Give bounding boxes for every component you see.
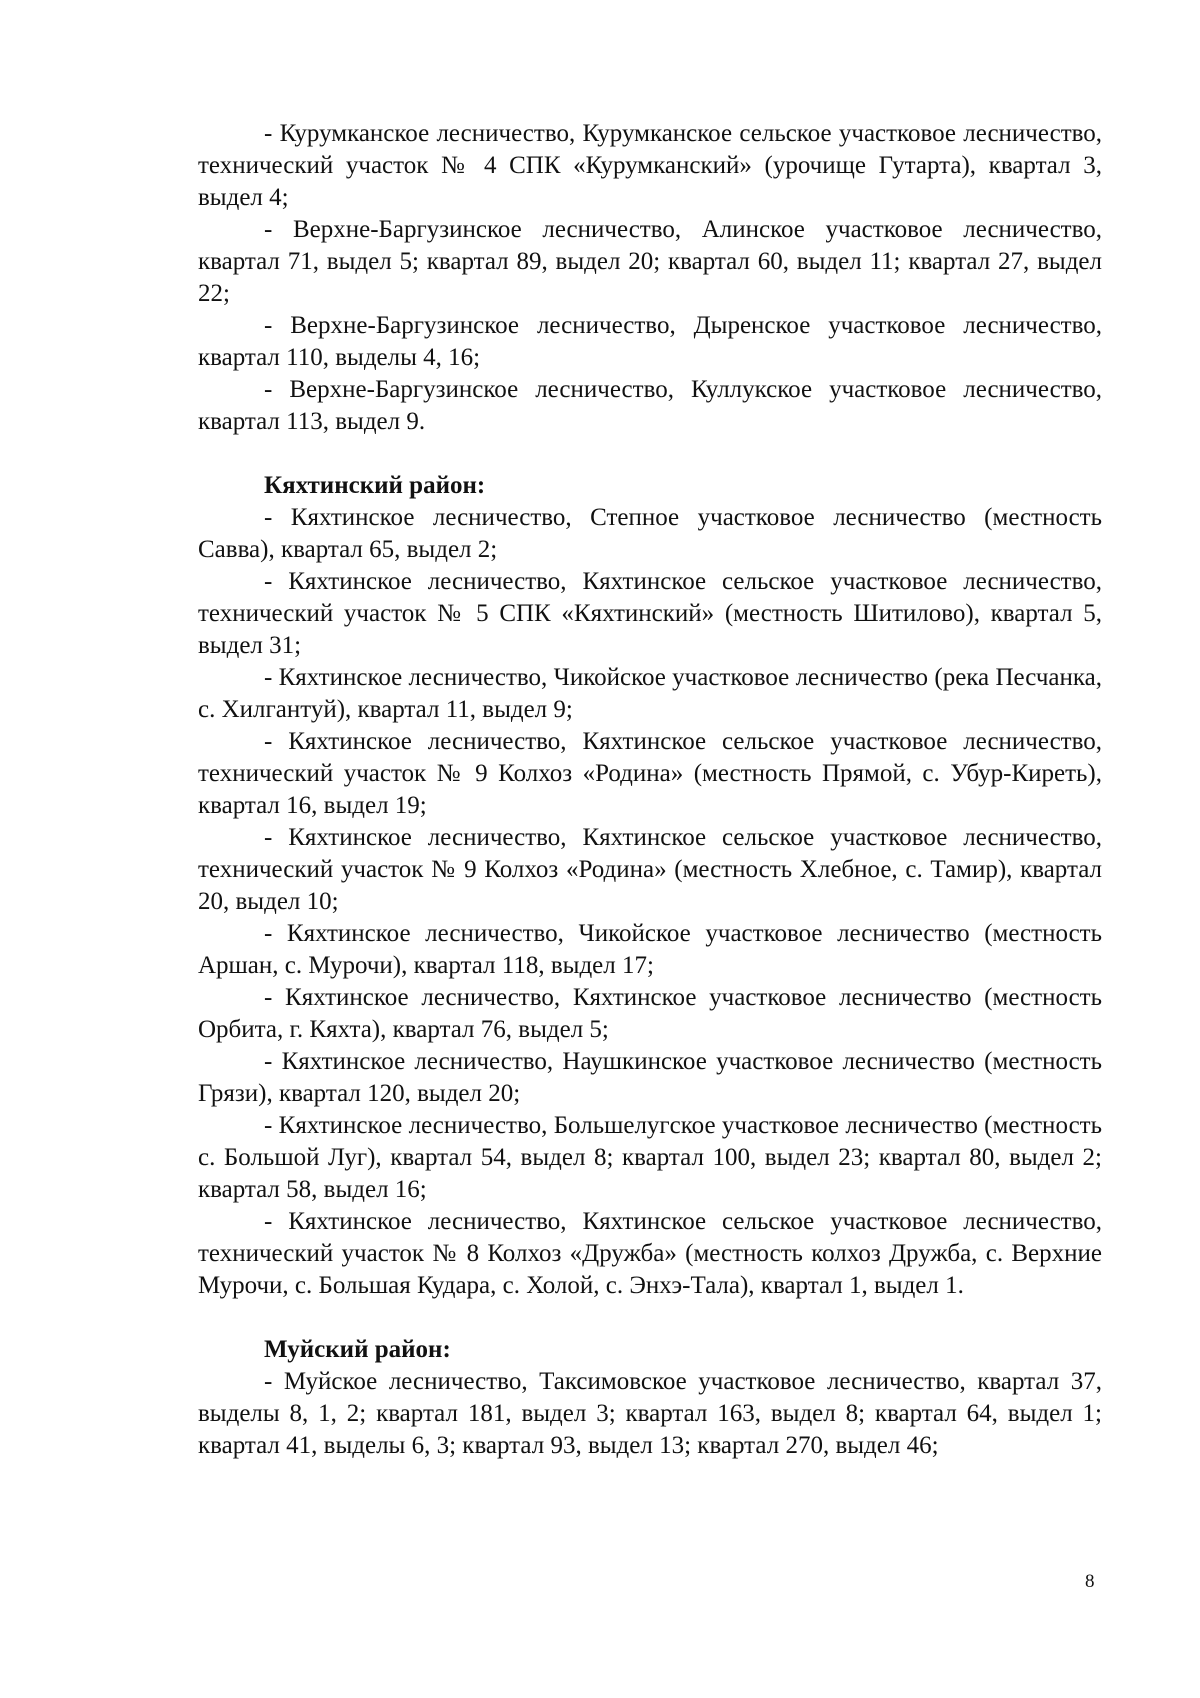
list-item: - Муйское лесничество, Таксимовское участковое лесничество, квартал 37, выделы 8, 1, 2; квартал 181, выдел 3; квартал 163, выдел 8; квартал 64, выдел 1; квартал 41, выделы 6, 3; квартал 93, выдел 13; квартал 270, выдел 46; [198,1368,1102,1459]
document-body [198,118,1102,1462]
section-heading-muya: Муйский район: [264,1336,451,1363]
list-item: - Верхне-Баргузинское лесничество, Алинское участковое лесничество, квартал 71, выдел 5; квартал 89, выдел 20; квартал 60, выдел 11; квартал 27, выдел 22; [198,216,1102,307]
list-item: - Кяхтинское лесничество, Чикойское участковое лесничество (местность Аршан, с. Мурочи), квартал 118, выдел 17; [198,920,1102,979]
list-item: - Кяхтинское лесничество, Кяхтинское участковое лесничество (местность Орбита, г. Кяхта), квартал 76, выдел 5; [198,984,1102,1043]
list-item: - Кяхтинское лесничество, Кяхтинское сельское участковое лесничество, технический участок № 9 Колхоз «Родина» (местность Хлебное, с. Тамир), квартал 20, выдел 10; [198,824,1102,915]
list-item: - Кяхтинское лесничество, Степное участковое лесничество (местность Савва), квартал 65, выдел 2; [198,504,1102,563]
list-item: - Кяхтинское лесничество, Кяхтинское сельское участковое лесничество, технический участок № 8 Колхоз «Дружба» (местность колхоз Дружба, с. Верхние Мурочи, с. Большая Кудара, с. Холой, с. Энхэ-Тала), квартал 1, выдел 1. [198,1208,1102,1299]
list-item: - Кяхтинское лесничество, Наушкинское участковое лесничество (местность Грязи), квартал 120, выдел 20; [198,1048,1102,1107]
list-item: - Верхне-Баргузинское лесничество, Куллукское участковое лесничество, квартал 113, выдел 9. [198,376,1102,435]
section-heading-kyakhta: Кяхтинский район: [264,472,486,499]
page-number: 8 [1085,1571,1095,1592]
list-item: - Кяхтинское лесничество, Большелугское участковое лесничество (местность с. Большой Луг), квартал 54, выдел 8; квартал 100, выдел 23; квартал 80, выдел 2; квартал 58, выдел 16; [198,1112,1102,1203]
list-item: - Кяхтинское лесничество, Чикойское участковое лесничество (река Песчанка, с. Хилгантуй), квартал 11, выдел 9; [198,664,1102,723]
list-item: - Верхне-Баргузинское лесничество, Дыренское участковое лесничество, квартал 110, выделы 4, 16; [198,312,1102,371]
list-item: - Кяхтинское лесничество, Кяхтинское сельское участковое лесничество, технический участок № 5 СПК «Кяхтинский» (местность Шитилово), квартал 5, выдел 31; [198,568,1102,659]
list-item: - Курумканское лесничество, Курумканское сельское участковое лесничество, технический участок № 4 СПК «Курумканский» (урочище Гутарта), квартал 3, выдел 4; [198,120,1102,211]
list-item: - Кяхтинское лесничество, Кяхтинское сельское участковое лесничество, технический участок № 9 Колхоз «Родина» (местность Прямой, с. Убур-Киреть), квартал 16, выдел 19; [198,728,1102,819]
